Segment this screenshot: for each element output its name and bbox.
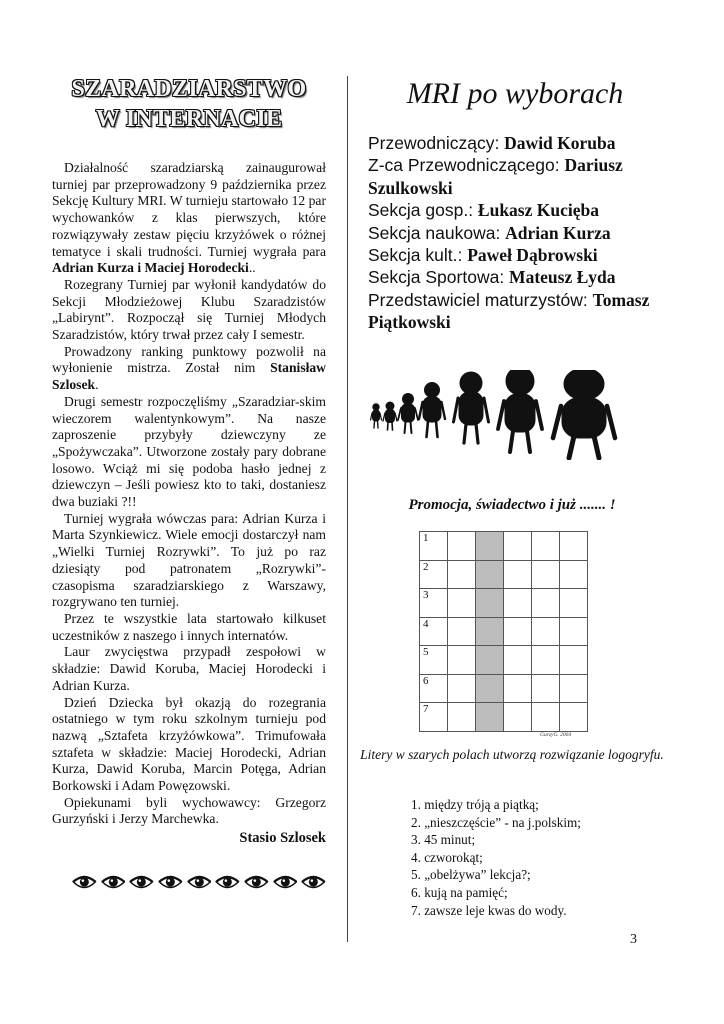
clue-list: [411, 796, 581, 919]
grid-cell: [448, 532, 476, 561]
council-list: [368, 132, 668, 334]
page-number: 3: [630, 932, 637, 947]
grid-cell: [420, 703, 448, 732]
grid-cell: [448, 560, 476, 589]
grid-cell: [560, 703, 588, 732]
grid-cell: [504, 703, 532, 732]
eye-icon: [215, 873, 240, 891]
article-paragraph: Przez te wszystkie lata startowało kilkuset uczestników z naszego i innych internatów.: [52, 610, 326, 643]
eye-icon: [158, 873, 183, 891]
grid-cell: [560, 617, 588, 646]
grid-row-number: 4: [423, 617, 429, 630]
council-member-name: Dariusz Szulkowski: [368, 155, 623, 198]
grid-row-number: 2: [423, 560, 429, 573]
grid-cell: [532, 560, 560, 589]
grid-cell: [560, 589, 588, 618]
grid-row: [420, 589, 588, 618]
figure-icon: [553, 370, 615, 458]
grid-cell: [448, 674, 476, 703]
council-member-row: [368, 132, 668, 154]
grid-cell-solution: [476, 617, 504, 646]
grid-row: [420, 674, 588, 703]
puzzle-credit: GurzyG. 2004: [540, 732, 572, 738]
grid-cell: [504, 646, 532, 675]
article-paragraph: Drugi semestr rozpoczęliśmy „Szaradziar-skim wieczorem walentynkowym”. Na nasze zaproszenie przybyły dziewczyny ze „Spożywczaka”. Utworzone zostały pary dobrane losowo. Wciąż mi się podoba hasło jednej z dziewczyn – Jeśli powiesz kto to taki, dostaniesz dwa buziaki ?!!: [52, 393, 326, 510]
article-body: [52, 160, 326, 828]
grid-row: [420, 703, 588, 732]
paragraph-text: Prowadzony ranking punktowy pozwolił na wyłonienie mistrza. Został nim: [52, 343, 326, 376]
grid-cell-solution: [476, 703, 504, 732]
grid-cell: [448, 589, 476, 618]
council-member-row: [368, 154, 668, 199]
grid-cell: [532, 617, 560, 646]
council-role: Sekcja Sportowa:: [368, 267, 510, 288]
grid-cell: [560, 646, 588, 675]
clue-item: 3. 45 minut;: [411, 832, 476, 848]
eye-icon: [301, 873, 326, 891]
figure-icon: [371, 404, 382, 428]
grid-cell: [560, 674, 588, 703]
election-title: MRI po wyborach: [406, 77, 624, 110]
eye-icon: [187, 873, 212, 891]
clue-item: 2. „nieszczęście” - na j.polskim;: [411, 814, 581, 830]
grid-cell: [420, 560, 448, 589]
grid-cell: [420, 674, 448, 703]
grid-cell: [420, 532, 448, 561]
article-paragraph: [52, 344, 326, 394]
council-member-name: Dawid Koruba: [504, 133, 616, 153]
grid-cell-solution: [476, 532, 504, 561]
grid-cell: [420, 646, 448, 675]
council-member-name: Tomasz Piątkowski: [368, 289, 650, 333]
article-paragraph: Laur zwycięstwa przypadł zespołowi w składzie: Dawid Koruba, Maciej Horodecki i Adrian Kurza.: [52, 644, 326, 693]
grid-cell: [448, 646, 476, 675]
champion-name: Stanisław Szlosek: [52, 360, 326, 393]
council-role: Sekcja kult.:: [368, 245, 468, 266]
grid-row: [420, 560, 588, 589]
grid-row: [420, 532, 588, 561]
article-paragraph: Rozegrany Turniej par wyłonił kandydatów do Sekcji Młodzieżowej Klubu Szaradzistów „Labirynt”. Rozpoczął się Turniej Młodych Szaradzistów, który trwał przez cały I semestr.: [52, 276, 326, 343]
eye-icon: [273, 873, 298, 891]
grid-cell: [504, 532, 532, 561]
grid-cell: [532, 589, 560, 618]
growing-figures-illustration: [368, 370, 632, 460]
grid-row-number: 5: [423, 646, 429, 658]
eye-ornament-row: [52, 873, 326, 893]
grid-row-number: 3: [423, 589, 429, 601]
council-member-row: [368, 289, 668, 334]
grid-cell: [504, 560, 532, 589]
left-column: [52, 74, 326, 893]
grid-row: [420, 646, 588, 675]
grid-cell: [532, 674, 560, 703]
clue-item: 1. między tróją a piątką;: [411, 797, 539, 812]
grid-cell-solution: [476, 646, 504, 675]
article-title: [52, 74, 326, 134]
article-paragraph: Opiekunami byli wychowawcy: Grzegorz Gurzyński i Jerzy Marchewka.: [52, 794, 326, 827]
figure-icon: [498, 370, 542, 452]
clue-item: 5. „obelżywa” lekcja?;: [411, 867, 531, 883]
grid-cell: [532, 646, 560, 675]
article-title-line2: W INTERNACIE: [95, 106, 283, 132]
council-member-name: Adrian Kurza: [505, 222, 611, 243]
puzzle-title: Promocja, świadectwo i już ....... !: [408, 497, 616, 513]
council-role: Przewodniczący:: [368, 133, 505, 153]
grid-cell: [420, 617, 448, 646]
council-role: Sekcja naukowa:: [368, 222, 506, 243]
council-member-row: [368, 199, 668, 221]
article-paragraph: [52, 160, 326, 277]
grid-cell-solution: [476, 560, 504, 589]
council-member-row: [368, 244, 668, 266]
figure-icon: [398, 394, 418, 434]
council-role: Sekcja gosp.:: [368, 200, 478, 221]
article-paragraph: Dzień Dziecka był okazją do rozegrania ostatniego w tym roku szkolnym turnieju pod nazwą „Sztafeta krzyżówkowa”. Trimufowała sztafeta w składzie: Maciej Horodecki, Adrian Kurza, Dawid Koruba, Marcin Potęga, Adrian Borkowski i Adam Powęzowski.: [52, 694, 326, 794]
logogriph-grid: [419, 531, 588, 732]
right-column: [368, 74, 668, 334]
eye-icon: [101, 873, 126, 891]
figure-icon: [454, 372, 489, 443]
figure-icon: [419, 383, 445, 438]
puzzle-instructions: Litery w szarych polach utworzą rozwiązanie logogryfu.: [360, 747, 664, 762]
article-title-line1: SZARADZIARSTWO: [71, 76, 307, 102]
eye-icon: [129, 873, 154, 891]
grid-cell: [420, 589, 448, 618]
paragraph-text: .: [95, 377, 99, 393]
grid-cell: [448, 617, 476, 646]
grid-row-number: 1: [423, 532, 429, 544]
eye-icon: [244, 873, 269, 891]
eye-icon: [72, 873, 97, 891]
grid-cell: [504, 589, 532, 618]
grid-row-number: 6: [423, 674, 429, 687]
clue-item: 6. kują na pamięć;: [411, 884, 508, 900]
figure-icon: [383, 402, 397, 430]
council-member-name: Paweł Dąbrowski: [467, 245, 598, 266]
grid-cell: [448, 703, 476, 732]
council-role: Z-ca Przewodniczącego:: [368, 155, 565, 176]
council-member-name: Mateusz Łyda: [509, 267, 616, 288]
council-member-row: [368, 222, 668, 244]
grid-cell: [504, 674, 532, 703]
article-paragraph: Turniej wygrała wówczas para: Adrian Kurza i Marta Szynkiewicz. Wiele emocji dostarczył nam „Wielki Turniej Rozrywki”. To już po raz dziesiąty pod patronatem „Rozrywki”- czasopisma szaradziarskiego z Warszawy, rozgrywano ten turniej.: [52, 510, 326, 610]
council-member-row: [368, 266, 668, 288]
grid-cell: [532, 532, 560, 561]
grid-cell: [560, 560, 588, 589]
winners-names: Adrian Kurza i Maciej Horodecki: [52, 260, 249, 276]
column-divider: [347, 76, 348, 942]
council-member-name: Łukasz Kucięba: [477, 200, 599, 221]
grid-cell: [504, 617, 532, 646]
author-signature: Stasio Szlosek: [239, 830, 326, 847]
grid-cell-solution: [476, 589, 504, 618]
council-role: Przedstawiciel maturzystów:: [368, 289, 593, 310]
grid-cell: [532, 703, 560, 732]
clue-item: 4. czworokąt;: [411, 849, 483, 865]
paragraph-text: ..: [248, 260, 256, 276]
grid-cell: [560, 532, 588, 561]
grid-row-number: 7: [423, 703, 429, 715]
grid-row: [420, 617, 588, 646]
clue-item: 7. zawsze leje kwas do wody.: [411, 902, 567, 918]
grid-cell-solution: [476, 674, 504, 703]
paragraph-text: Działalność szaradziarską zainaugurował turniej par przeprowadzony 9 października przez Sekcję Kultury MRI. W turnieju startowało 12 par wychowanków z klas pierwszych, które rozwiązywały zestaw pięciu krzyżówek o różnej tematyce i skali trudności. Turniej wygrała para: [52, 160, 326, 259]
